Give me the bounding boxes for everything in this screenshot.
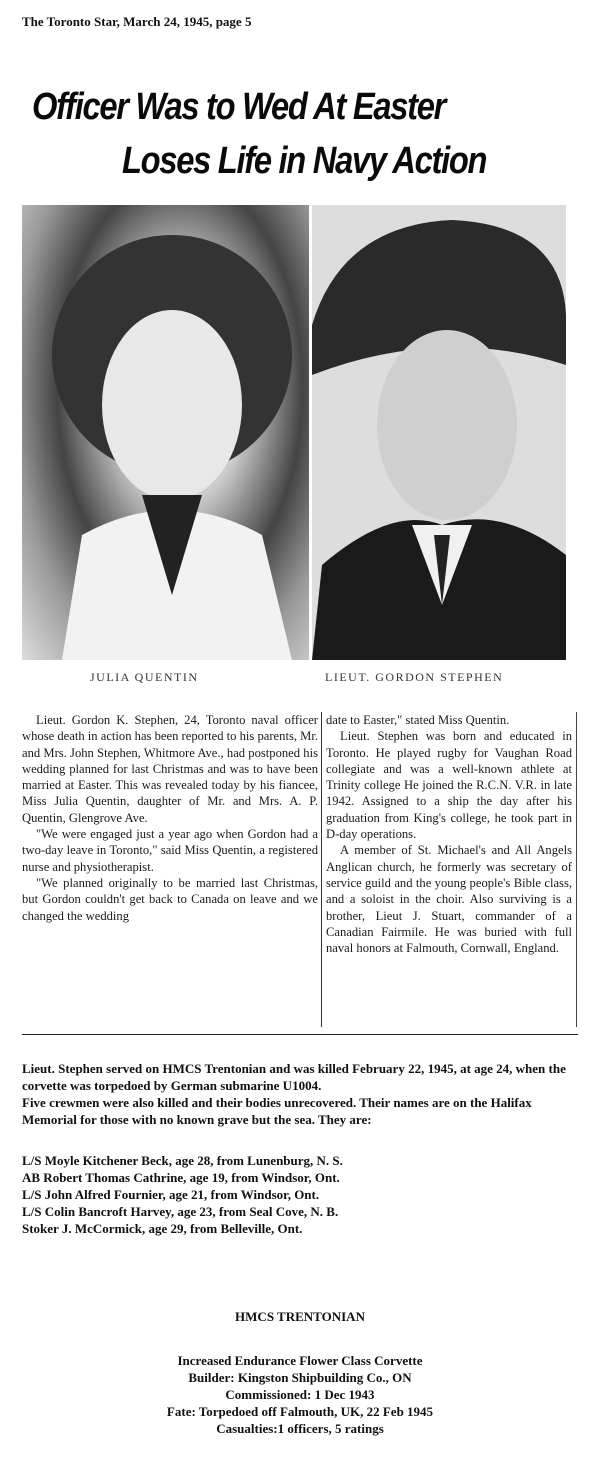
crew-list-item: AB Robert Thomas Cathrine, age 19, from Windsor, Ont. [22, 1170, 340, 1185]
article-paragraph: date to Easter," stated Miss Quentin. [326, 713, 510, 727]
crew-list-item: Stoker J. McCormick, age 29, from Belleville, Ont. [22, 1221, 303, 1236]
ship-detail-line: Casualties:1 officers, 5 ratings [216, 1421, 384, 1436]
article-paragraph: A member of St. Michael's and All Angels Anglican church, he formerly was secretary of service guild and the young people's Bible class, and a soloist in the choir. Also surviving is a brother, Lieut J. Stuart, commander of a Canadian Fairmile. He was buried with full naval honors at Falmouth, Cornwall, England. [326, 843, 572, 956]
crew-list-item: L/S Moyle Kitchener Beck, age 28, from Lunenburg, N. S. [22, 1153, 343, 1168]
photo-gordon-stephen [312, 205, 566, 660]
source-citation: The Toronto Star, March 24, 1945, page 5 [22, 14, 252, 29]
note-section [22, 1060, 582, 1128]
article-column-1 [22, 712, 318, 924]
ship-detail-line: Fate: Torpedoed off Falmouth, UK, 22 Feb 1945 [166, 1404, 434, 1419]
photo-caption-left: JULIA QUENTIN [90, 670, 199, 684]
headline-line-1: Officer Was to Wed At Easter [32, 86, 446, 128]
note-paragraph: Five crewmen were also killed and their bodies unrecovered. Their names are on the Halifax Memorial for those with no known grave but the sea. They are: [22, 1095, 532, 1127]
portrait-officer-image [312, 205, 566, 660]
headline-line-2: Loses Life in Navy Action [122, 140, 487, 182]
article-paragraph: "We planned originally to be married last Christmas, but Gordon couldn't get back to Canada on leave and we changed the wedding [22, 875, 318, 923]
ship-detail-line: Builder: Kingston Shipbuilding Co., ON [188, 1370, 412, 1385]
article-paragraph: Lieut. Gordon K. Stephen, 24, Toronto naval officer whose death in action has been reported to his parents, Mr. and Mrs. John Stephen, Whitmore Ave., had postponed his wedding planned for last Christmas and was to have been married at Easter. This was revealed today by his fiancee, Miss Julia Quentin, daughter of Mr. and Mrs. A. P. Quentin, Glengrove Ave. [22, 713, 318, 825]
article-column-2 [326, 712, 572, 956]
crew-list [22, 1152, 582, 1237]
ship-details [0, 1352, 600, 1437]
crew-list-item: L/S Colin Bancroft Harvey, age 23, from Seal Cove, N. B. [22, 1204, 339, 1219]
ship-detail-line: Increased Endurance Flower Class Corvette [177, 1353, 423, 1368]
note-paragraph: Lieut. Stephen served on HMCS Trentonian and was killed February 22, 1945, at age 24, when the corvette was torpedoed by German submarine U1004. [22, 1061, 566, 1093]
ship-detail-line: Commissioned: 1 Dec 1943 [225, 1387, 375, 1402]
portrait-woman-image [22, 205, 309, 660]
column-border [576, 712, 577, 1027]
article-bottom-rule [22, 1034, 578, 1035]
photo-caption-right: LIEUT. GORDON STEPHEN [325, 670, 504, 684]
column-divider [321, 712, 322, 1027]
crew-list-item: L/S John Alfred Fournier, age 21, from Windsor, Ont. [22, 1187, 320, 1202]
article-paragraph: Lieut. Stephen was born and educated in Toronto. He played rugby for Vaughan Road collegiate and was a well-known athlete at Trinity college He joined the R.C.N. V.R. in late 1942. Assigned to a ship the day after his graduation from King's college, he took part in D-day operations. [326, 729, 572, 842]
ship-name: HMCS TRENTONIAN [235, 1309, 365, 1324]
article-paragraph: "We were engaged just a year ago when Gordon had a two-day leave in Toronto," said Miss Quentin, a registered nurse and physiotherapist. [22, 827, 318, 874]
photo-julia-quentin [22, 205, 309, 660]
